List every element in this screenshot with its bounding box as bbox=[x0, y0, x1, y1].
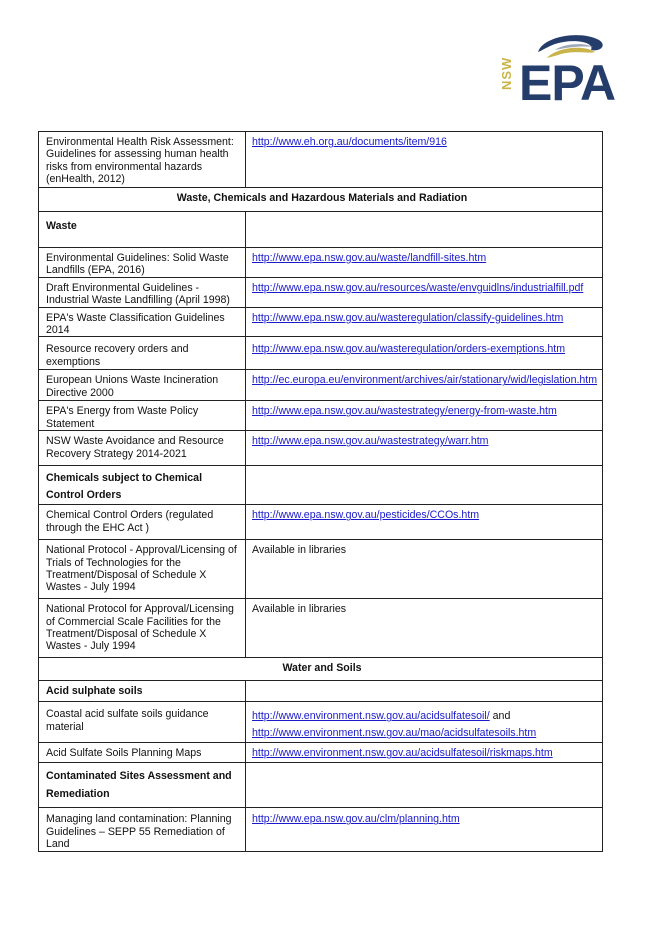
subheader-row bbox=[39, 681, 603, 702]
section-header-row bbox=[39, 658, 603, 681]
section-header-row bbox=[39, 188, 603, 212]
reference-link[interactable]: http://www.epa.nsw.gov.au/wasteregulation/classify-guidelines.htm bbox=[252, 311, 564, 324]
logo-name-text: EPA bbox=[519, 55, 616, 111]
subheader-row bbox=[39, 763, 603, 808]
table-row bbox=[39, 277, 603, 307]
table-row bbox=[39, 505, 603, 540]
row-label: Draft Environmental Guidelines - Industrial Waste Landfilling (April 1998) bbox=[39, 277, 246, 307]
row-label: Acid Sulfate Soils Planning Maps bbox=[39, 743, 246, 763]
row-label: EPA's Waste Classification Guidelines 2014 bbox=[39, 307, 246, 337]
table-row bbox=[39, 599, 603, 658]
reference-link-secondary[interactable]: http://www.environment.nsw.gov.au/mao/acidsulfatesoils.htm bbox=[252, 727, 537, 740]
nsw-epa-logo bbox=[499, 30, 628, 112]
subheader-title: Acid sulphate soils bbox=[39, 681, 246, 702]
row-label: EPA's Energy from Waste Policy Statement bbox=[39, 401, 246, 431]
table-row bbox=[39, 307, 603, 337]
table-row bbox=[39, 540, 603, 599]
row-label: NSW Waste Avoidance and Resource Recovery Strategy 2014-2021 bbox=[39, 431, 246, 466]
reference-link[interactable]: http://www.epa.nsw.gov.au/waste/landfill-sites.htm bbox=[252, 252, 487, 264]
table-row bbox=[39, 132, 603, 188]
link-conjunction: and bbox=[492, 710, 511, 723]
reference-link[interactable]: http://www.environment.nsw.gov.au/acidsulfatesoil/riskmaps.htm bbox=[252, 747, 553, 760]
row-label: Environmental Guidelines: Solid Waste Landfills (EPA, 2016) bbox=[39, 248, 246, 278]
row-label: European Unions Waste Incineration Directive 2000 bbox=[39, 370, 246, 401]
row-label: Resource recovery orders and exemptions bbox=[39, 337, 246, 370]
subheader-title: Chemicals subject to Chemical Control Orders bbox=[39, 466, 246, 505]
reference-link[interactable]: http://www.environment.nsw.gov.au/acidsulfatesoil/ bbox=[252, 710, 490, 723]
section-title: Water and Soils bbox=[39, 658, 603, 681]
table-row bbox=[39, 248, 603, 278]
table-row bbox=[39, 337, 603, 370]
reference-link[interactable]: http://www.epa.nsw.gov.au/resources/waste/envguidlns/industrialfill.pdf bbox=[252, 281, 584, 294]
availability-text: Available in libraries bbox=[246, 599, 603, 658]
reference-link[interactable]: http://www.epa.nsw.gov.au/pesticides/CCOs.htm bbox=[252, 509, 480, 522]
subheader-row bbox=[39, 212, 603, 248]
table-row bbox=[39, 370, 603, 401]
table-row bbox=[39, 401, 603, 431]
reference-link[interactable]: http://www.eh.org.au/documents/item/916 bbox=[252, 136, 447, 148]
section-title: Waste, Chemicals and Hazardous Materials and Radiation bbox=[39, 188, 603, 212]
reference-link[interactable]: http://www.epa.nsw.gov.au/wastestrategy/warr.htm bbox=[252, 435, 489, 448]
row-label: National Protocol - Approval/Licensing of Trials of Technologies for the Treatment/Disposal of Schedule X Wastes - July 1994 bbox=[39, 540, 246, 599]
subheader-title: Waste bbox=[39, 212, 246, 248]
row-label: Chemical Control Orders (regulated through the EHC Act ) bbox=[39, 505, 246, 540]
availability-text: Available in libraries bbox=[246, 540, 603, 599]
reference-link[interactable]: http://www.epa.nsw.gov.au/clm/planning.htm bbox=[252, 813, 460, 826]
table-row bbox=[39, 702, 603, 743]
reference-link[interactable]: http://ec.europa.eu/environment/archives/air/stationary/wid/legislation.htm bbox=[252, 374, 598, 387]
subheader-title: Contaminated Sites Assessment and Remediation bbox=[39, 763, 246, 808]
table-row bbox=[39, 431, 603, 466]
row-label: Coastal acid sulfate soils guidance material bbox=[39, 702, 246, 743]
row-label: Managing land contamination: Planning Guidelines – SEPP 55 Remediation of Land bbox=[39, 808, 246, 852]
reference-link[interactable]: http://www.epa.nsw.gov.au/wasteregulation/orders-exemptions.htm bbox=[252, 343, 566, 356]
reference-link[interactable]: http://www.epa.nsw.gov.au/wastestrategy/energy-from-waste.htm bbox=[252, 405, 557, 418]
references-table bbox=[38, 131, 603, 852]
table-row bbox=[39, 743, 603, 763]
logo-state-text: NSW bbox=[499, 56, 514, 90]
table-row bbox=[39, 808, 603, 852]
row-label: National Protocol for Approval/Licensing of Commercial Scale Facilities for the Treatment/Disposal of Schedule X Wastes - July 1994 bbox=[39, 599, 246, 658]
subheader-row bbox=[39, 466, 603, 505]
row-label: Environmental Health Risk Assessment: Guidelines for assessing human health risks from environmental hazards (enHealth, 2012) bbox=[39, 132, 246, 188]
